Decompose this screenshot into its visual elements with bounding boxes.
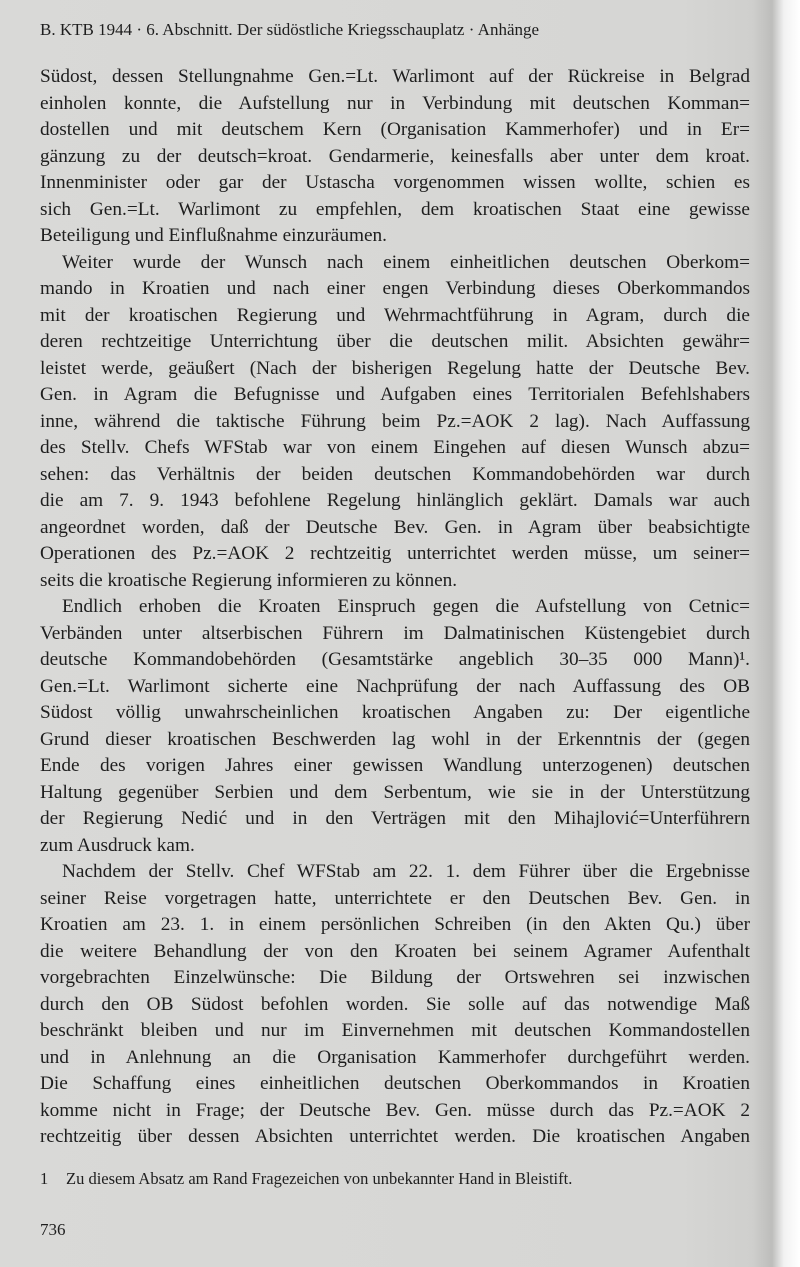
text-line: vorgebrachten Einzelwünsche: Die Bildung der Ortswehren sei inzwischen <box>40 967 750 988</box>
paragraph <box>40 250 750 595</box>
text-line: seits die kroatische Regierung informieren zu können. <box>40 569 458 591</box>
text-line: Beteiligung und Einflußnahme einzuräumen. <box>40 225 387 246</box>
text-line: Haltung gegenüber Serbien und dem Serbentum, wie sie in der Unterstützung <box>40 781 750 803</box>
text-line: Südost, dessen Stellungnahme Gen.=Lt. Warlimont auf der Rückreise in Belgrad <box>40 66 750 87</box>
text-line: gänzung zu der deutsch=kroat. Gendarmerie, keinesfalls aber unter dem kroat. <box>40 145 750 167</box>
text-line: Operationen des Pz.=AOK 2 rechtzeitig unterrichtet werden müsse, um seiner= <box>40 543 750 564</box>
text-line: inne, während die taktische Führung beim Pz.=AOK 2 lag). Nach Auffassung <box>40 410 750 432</box>
text-line: Kroatien am 23. 1. in einem persönlichen Schreiben (in den Akten Qu.) über <box>40 914 750 935</box>
paragraph <box>40 859 750 1151</box>
text-line: leistet werde, geäußert (Nach der bisherigen Regelung hatte der Deutsche Bev. <box>40 357 750 379</box>
page-number: 736 <box>40 1220 66 1239</box>
text-line: die am 7. 9. 1943 befohlene Regelung hinlänglich geklärt. Damals war auch <box>40 490 750 511</box>
text-line: einholen konnte, die Aufstellung nur in Verbindung mit deutschen Komman= <box>40 92 750 114</box>
text-line: mit der kroatischen Regierung und Wehrmachtführung in Agram, durch die <box>40 304 750 326</box>
text-line: seiner Reise vorgetragen hatte, unterrichtete er den Deutschen Bev. Gen. in <box>40 887 750 909</box>
text-line: Gen. in Agram die Befugnisse und Aufgaben eines Territorialen Befehlshabers <box>40 384 750 405</box>
text-line: deutsche Kommandobehörden (Gesamtstärke angeblich 30–35 000 Mann)¹. <box>40 649 750 670</box>
text-line: Innenminister oder gar der Ustascha vorgenommen wissen wollte, schien es <box>40 172 750 193</box>
text-line: deren rechtzeitige Unterrichtung über die deutschen milit. Absichten gewähr= <box>40 331 750 352</box>
text-line: Endlich erhoben die Kroaten Einspruch gegen die Aufstellung von Cetnic= <box>62 596 750 617</box>
running-header: B. KTB 1944 · 6. Abschnitt. Der südöstliche Kriegsschauplatz · Anhänge <box>40 20 540 39</box>
text-line: die weitere Behandlung der von den Kroaten bei seinem Agramer Aufenthalt <box>40 940 750 962</box>
text-line: des Stellv. Chefs WFStab war von einem Eingehen auf diesen Wunsch abzu= <box>40 437 750 458</box>
text-line: Ende des vorigen Jahres einer gewissen Wandlung unterzogenen) deutschen <box>40 755 750 776</box>
text-line: rechtzeitig über dessen Absichten unterrichtet werden. Die kroatischen Angaben <box>40 1126 750 1147</box>
text-line: angeordnet worden, daß der Deutsche Bev. Gen. in Agram über beabsichtigte <box>40 516 750 538</box>
text-line: zum Ausdruck kam. <box>40 834 195 856</box>
text-line: der Regierung Nedić und in den Verträgen mit den Mihajlović=Unterführern <box>40 808 750 829</box>
text-line: und in Anlehnung an die Organisation Kammerhofer durchgeführt werden. <box>40 1046 750 1068</box>
text-line: Verbänden unter altserbischen Führern im Dalmatinischen Küstengebiet durch <box>40 622 750 644</box>
footnote <box>40 1169 572 1189</box>
text-line: mando in Kroatien und nach einer engen Verbindung dieses Oberkommandos <box>40 278 750 299</box>
text-line: Nachdem der Stellv. Chef WFStab am 22. 1. dem Führer über die Ergebnisse <box>62 861 750 882</box>
paragraph <box>40 64 750 250</box>
footnote-number: 1 <box>40 1169 49 1188</box>
text-line: Weiter wurde der Wunsch nach einem einheitlichen deutschen Oberkom= <box>62 251 750 273</box>
text-line: sehen: das Verhältnis der beiden deutschen Kommandobehörden war durch <box>40 463 750 485</box>
text-line: Die Schaffung eines einheitlichen deutschen Oberkommandos in Kroatien <box>40 1073 750 1094</box>
text-line: Gen.=Lt. Warlimont sicherte eine Nachprüfung der nach Auffassung des OB <box>40 675 750 697</box>
paragraph <box>40 594 750 859</box>
footnote-text: Zu diesem Absatz am Rand Fragezeichen von unbekannter Hand in Bleistift. <box>66 1169 573 1188</box>
text-line: Südost völlig unwahrscheinlichen kroatischen Angaben zu: Der eigentliche <box>40 702 750 723</box>
text-line: beschränkt bleiben und nur im Einvernehmen mit deutschen Kommandostellen <box>40 1020 750 1041</box>
text-line: komme nicht in Frage; der Deutsche Bev. Gen. müsse durch das Pz.=AOK 2 <box>40 1099 750 1121</box>
text-line: durch den OB Südost befohlen worden. Sie solle auf das notwendige Maß <box>40 993 750 1015</box>
text-line: dostellen und mit deutschem Kern (Organisation Kammerhofer) und in Er= <box>40 119 750 140</box>
text-line: sich Gen.=Lt. Warlimont zu empfehlen, dem kroatischen Staat eine gewisse <box>40 198 750 220</box>
main-text <box>40 64 750 1151</box>
text-line: Grund dieser kroatischen Beschwerden lag wohl in der Erkenntnis der (gegen <box>40 728 750 750</box>
